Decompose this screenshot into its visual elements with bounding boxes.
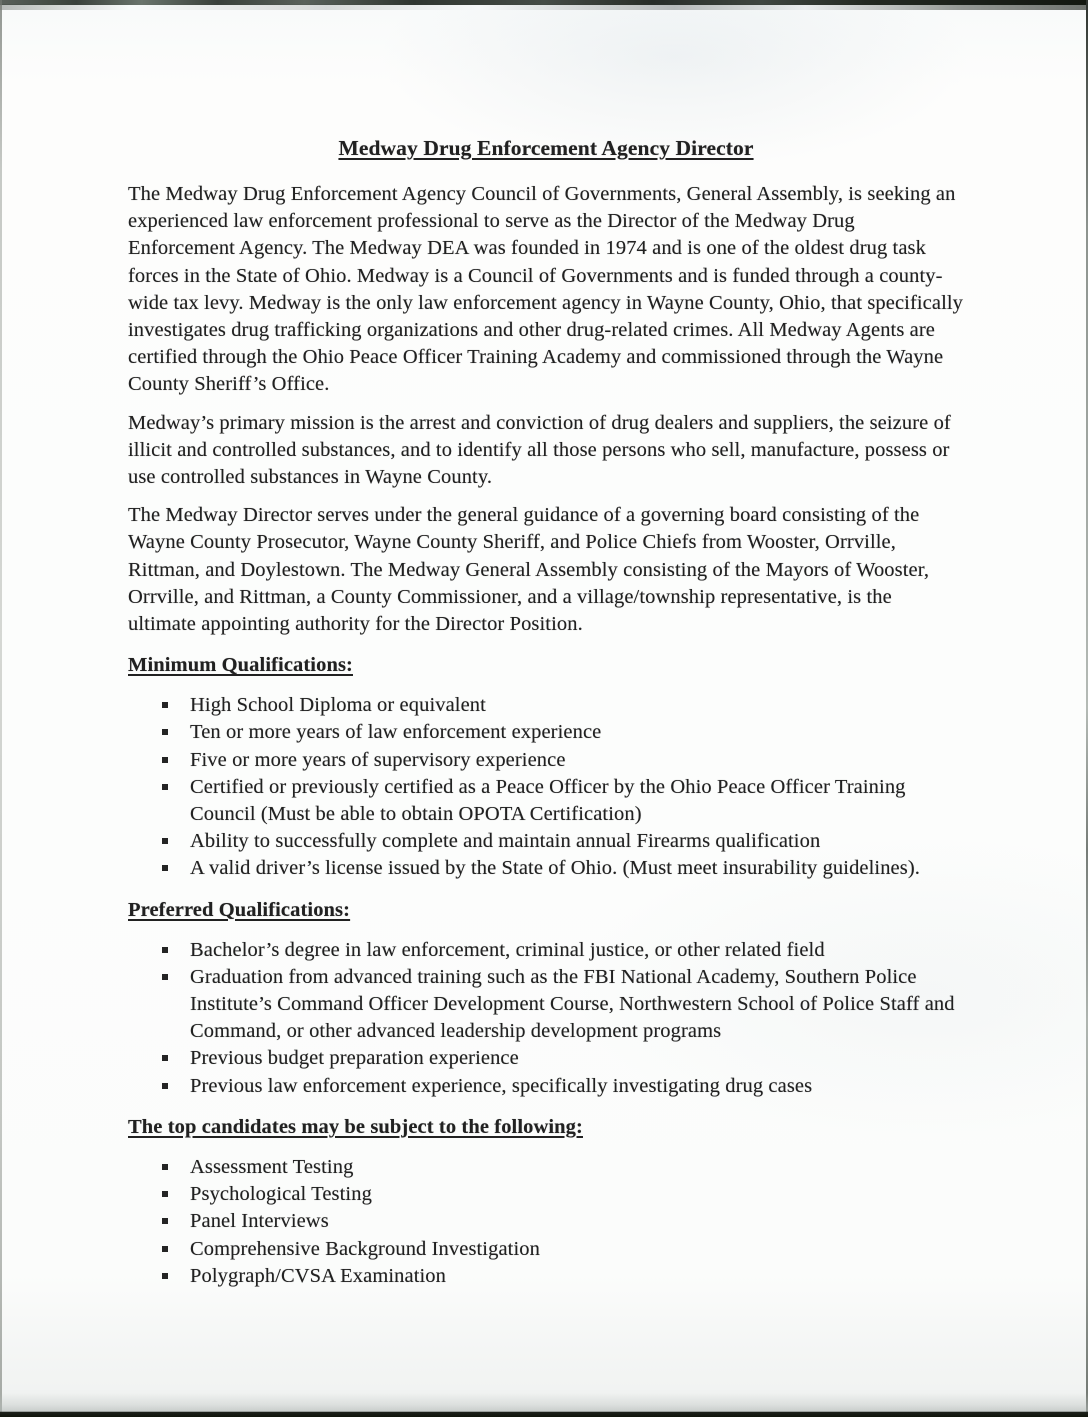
bullet-text: Certified or previously certified as a Peace Officer by the Ohio Peace Officer Training Council (Must be able to obtain OPOTA Certification) bbox=[190, 775, 906, 826]
square-bullet-icon bbox=[162, 729, 168, 735]
minimum-qualifications-list bbox=[128, 692, 964, 882]
bullet-text: Previous budget preparation experience bbox=[190, 1047, 519, 1070]
bullet-text: Previous law enforcement experience, specifically investigating drug cases bbox=[190, 1074, 813, 1097]
list-item bbox=[128, 1208, 964, 1235]
section-minimum-qualifications bbox=[128, 652, 964, 882]
list-item bbox=[128, 719, 964, 746]
top-candidates-list bbox=[128, 1154, 964, 1290]
square-bullet-icon bbox=[162, 784, 168, 790]
bullet-text: Ability to successfully complete and maintain annual Firearms qualification bbox=[190, 830, 821, 853]
section-heading-top-candidates: The top candidates may be subject to the following: bbox=[128, 1115, 583, 1138]
bullet-text: Polygraph/CVSA Examination bbox=[190, 1264, 446, 1287]
list-item bbox=[128, 1236, 964, 1263]
list-item bbox=[128, 937, 964, 964]
bullet-text: Five or more years of supervisory experience bbox=[190, 748, 566, 771]
section-heading-minimum-qualifications: Minimum Qualifications: bbox=[128, 654, 353, 677]
list-item bbox=[128, 747, 964, 774]
square-bullet-icon bbox=[162, 1191, 168, 1197]
square-bullet-icon bbox=[162, 702, 168, 708]
square-bullet-icon bbox=[162, 974, 168, 980]
mission-paragraph: Medway’s primary mission is the arrest and conviction of drug dealers and suppliers, the seizure of illicit and controlled substances, and to identify all those persons who sell, manufacture, possess or use controlled substances in Wayne County. bbox=[128, 411, 951, 489]
bullet-text: Assessment Testing bbox=[190, 1155, 354, 1178]
bullet-text: High School Diploma or equivalent bbox=[190, 694, 486, 717]
square-bullet-icon bbox=[162, 1246, 168, 1252]
bullet-text: Ten or more years of law enforcement experience bbox=[190, 721, 602, 744]
list-item bbox=[128, 1263, 964, 1290]
bullet-text: Psychological Testing bbox=[190, 1183, 372, 1206]
governance-paragraph: The Medway Director serves under the general guidance of a governing board consisting of the Wayne County Prosecutor, Wayne County Sheriff, and Police Chiefs from Wooster, Orrville, Rittman, and Doylestown. The Medway General Assembly consisting of the Mayors of Wooster, Orrville, and Rittman, a County Commissioner, and a village/township representative, is the ultimate appointing authority for the Director Position. bbox=[128, 504, 930, 636]
square-bullet-icon bbox=[162, 1273, 168, 1279]
list-item bbox=[128, 1181, 964, 1208]
square-bullet-icon bbox=[162, 1083, 168, 1089]
square-bullet-icon bbox=[162, 1055, 168, 1061]
bullet-text: A valid driver’s license issued by the State of Ohio. (Must meet insurability guidelines). bbox=[190, 857, 920, 880]
section-heading-preferred-qualifications: Preferred Qualifications: bbox=[128, 898, 351, 921]
list-item bbox=[128, 1073, 964, 1100]
preferred-qualifications-list bbox=[128, 937, 964, 1100]
scan-artifact-top-smudge bbox=[0, 4, 1088, 10]
list-item bbox=[128, 774, 964, 828]
square-bullet-icon bbox=[162, 838, 168, 844]
list-item bbox=[128, 1154, 964, 1181]
document-content bbox=[128, 135, 964, 1298]
bullet-text: Comprehensive Background Investigation bbox=[190, 1237, 540, 1260]
square-bullet-icon bbox=[162, 1218, 168, 1224]
list-item bbox=[128, 828, 964, 855]
list-item bbox=[128, 855, 964, 882]
square-bullet-icon bbox=[162, 757, 168, 763]
section-preferred-qualifications bbox=[128, 897, 964, 1100]
scan-artifact-left-edge bbox=[0, 0, 2, 1417]
bullet-text: Bachelor’s degree in law enforcement, criminal justice, or other related field bbox=[190, 938, 825, 961]
intro-paragraph: The Medway Drug Enforcement Agency Council of Governments, General Assembly, is seeking an experienced law enforcement professional to serve as the Director of the Medway Drug Enforcement Agency. The Medway DEA was founded in 1974 and is one of the oldest drug task forces in the State of Ohio. Medway is a Council of Governments and is funded through a county-wide tax levy. Medway is the only law enforcement agency in Wayne County, Ohio, that specifically investigates drug trafficking organizations and other drug-related crimes. All Medway Agents are certified through the Ohio Peace Officer Training Academy and commissioned through the Wayne County Sheriff’s Office. bbox=[128, 183, 964, 396]
square-bullet-icon bbox=[162, 865, 168, 871]
page-title: Medway Drug Enforcement Agency Director bbox=[338, 136, 754, 160]
scan-artifact-bottom-edge bbox=[0, 1393, 1088, 1417]
bullet-text: Graduation from advanced training such as the FBI National Academy, Southern Police Institute’s Command Officer Development Course, Northwestern School of Police Staff and Command, or other advanced leadership development programs bbox=[190, 965, 955, 1043]
list-item bbox=[128, 964, 964, 1046]
list-item bbox=[128, 692, 964, 719]
bullet-text: Panel Interviews bbox=[190, 1210, 329, 1233]
square-bullet-icon bbox=[162, 1164, 168, 1170]
section-top-candidates bbox=[128, 1114, 964, 1290]
square-bullet-icon bbox=[162, 947, 168, 953]
list-item bbox=[128, 1045, 964, 1072]
